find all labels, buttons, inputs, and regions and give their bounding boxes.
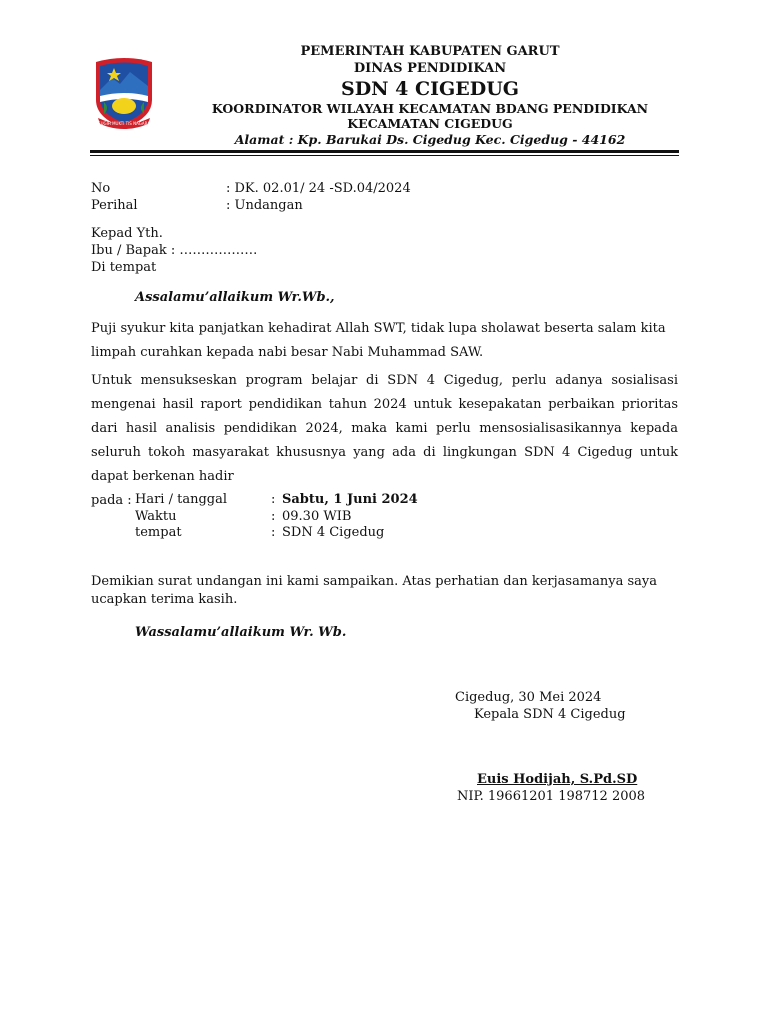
signer-name: Euis Hodijah, S.Pd.SD bbox=[477, 772, 638, 787]
subject-value: : Undangan bbox=[226, 198, 303, 213]
header-government: PEMERINTAH KABUPATEN GARUT bbox=[300, 44, 560, 59]
header-district: KECAMATAN CIGEDUG bbox=[347, 116, 513, 131]
closing-salutation: Wassalamu’allaikum Wr. Wb. bbox=[135, 625, 347, 640]
place-label: tempat bbox=[135, 525, 182, 540]
date-label: Hari / tanggal bbox=[135, 492, 228, 507]
closing-paragraph-text: Demikian surat undangan ini kami sampaikan. Atas perhatian dan kerjasamanya saya bbox=[91, 574, 658, 589]
header-address: Alamat : Kp. Barukai Ds. Cigedug Kec. Cigedug - 44162 bbox=[234, 132, 626, 147]
header-coordinator: KOORDINATOR WILAYAH KECAMATAN BDANG PENDIDIKAN bbox=[211, 101, 649, 116]
time-label: Waktu bbox=[135, 509, 177, 524]
closing-paragraph bbox=[91, 573, 678, 609]
logo-motto: SUGIH MUKTI TIS NAGARA bbox=[98, 121, 150, 126]
place-date: Cigedug, 30 Mei 2024 bbox=[455, 690, 602, 705]
header-school-name: SDN 4 CIGEDUG bbox=[340, 78, 519, 100]
header-divider-thin bbox=[90, 155, 679, 156]
body-paragraph-1 bbox=[91, 317, 678, 365]
body-paragraph-1-text: Puji syukur kita panjatkan kehadirat Allah SWT, tidak lupa sholawat beserta salam kita bbox=[91, 321, 666, 336]
body-paragraph-2-last: pada : bbox=[91, 493, 132, 508]
recipient-line-1: Kepad Yth. bbox=[91, 226, 163, 241]
place-value: SDN 4 Cigedug bbox=[282, 525, 385, 540]
time-colon: : bbox=[271, 509, 276, 524]
body-paragraph-2-text: Untuk mensukseskan program belajar di SDN 4 Cigedug, perlu adanya sosialisasi mengenai hasil raport pendidikan tahun 2024 untuk kesepakatan perbaikan prioritas dari hasil analisis pendidikan 2024, maka kami perlu mensosialisasikannya kepada seluruh tokoh masyarakat khususnya yang ada di lingkungan SDN 4 Cigedug untuk dapat berkenan hadir bbox=[91, 373, 678, 484]
date-colon: : bbox=[271, 492, 276, 507]
header-divider-thick bbox=[90, 150, 679, 153]
greeting: Assalamu’allaikum Wr.Wb., bbox=[135, 290, 335, 305]
recipient-line-3: Di tempat bbox=[91, 260, 157, 275]
number-value: : DK. 02.01/ 24 -SD.04/2024 bbox=[226, 181, 411, 196]
school-logo bbox=[90, 56, 158, 130]
subject-label: Perihal bbox=[91, 198, 138, 213]
recipient-line-2: Ibu / Bapak : ……………… bbox=[91, 243, 258, 258]
number-label: No bbox=[91, 181, 111, 196]
signer-title: Kepala SDN 4 Cigedug bbox=[474, 707, 626, 722]
time-value: 09.30 WIB bbox=[282, 509, 352, 524]
place-colon: : bbox=[271, 525, 276, 540]
body-paragraph-1-last: limpah curahkan kepada nabi besar Nabi Muhammad SAW. bbox=[91, 345, 484, 360]
header-department: DINAS PENDIDIKAN bbox=[353, 61, 507, 76]
closing-paragraph-last: ucapkan terima kasih. bbox=[91, 592, 238, 607]
signer-nip: NIP. 19661201 198712 2008 bbox=[457, 789, 646, 804]
date-value: Sabtu, 1 Juni 2024 bbox=[282, 492, 418, 507]
